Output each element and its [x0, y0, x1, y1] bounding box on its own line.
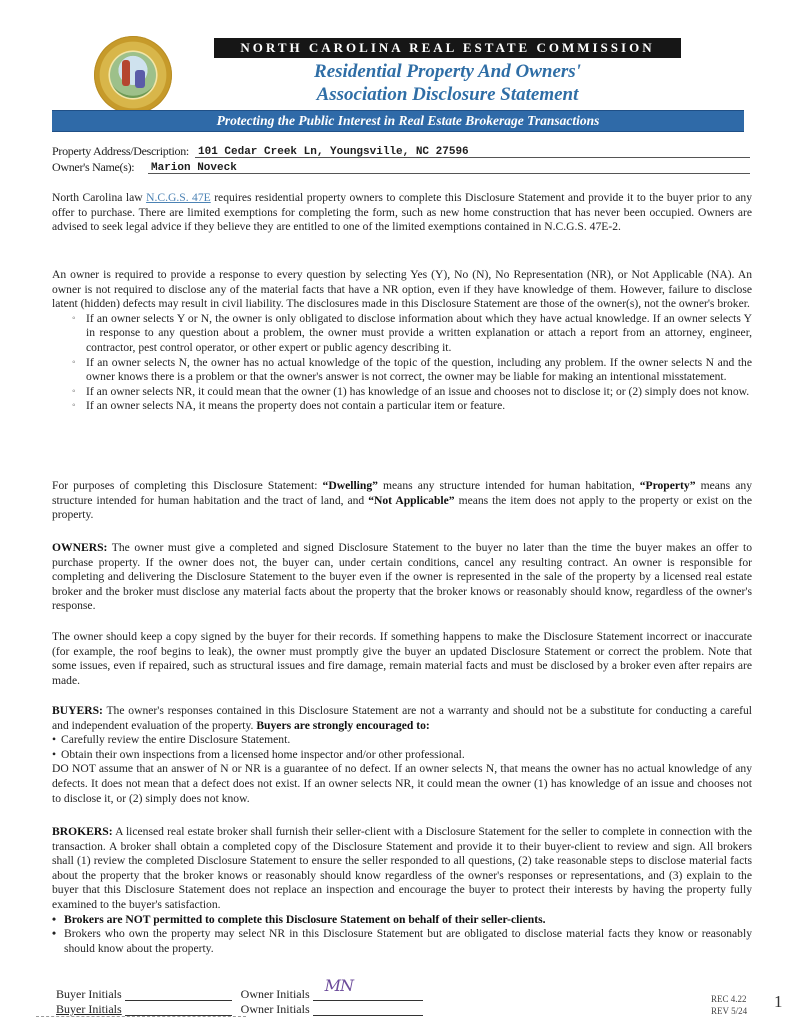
owner-name-field[interactable]: [148, 158, 750, 174]
owner-name-value: Marion Noveck: [151, 162, 237, 174]
property-address-value: 101 Cedar Creek Ln, Youngsville, NC 27596: [198, 146, 469, 158]
list-item: • Carefully review the entire Disclosure Statement.: [52, 733, 752, 748]
list-item: • Obtain their own inspections from a licensed home inspector and/or other professional.: [52, 748, 752, 763]
owners-paragraph: [52, 541, 752, 614]
page-number: 1: [774, 992, 783, 1011]
buyers-paragraph: [52, 704, 752, 806]
buyers-emphasis: Buyers are strongly encouraged to:: [256, 718, 430, 732]
definitions-text: means any structure intended for human habitation,: [377, 479, 640, 492]
brokers-not-permitted: Brokers are NOT permitted to complete this Disclosure Statement on behalf of their seller-clients.: [64, 912, 546, 926]
definitions-paragraph: [52, 479, 752, 523]
nc-state-seal-icon: [94, 36, 172, 114]
list-item: • Brokers who own the property may select NR in this Disclosure Statement but are obligated to disclose material facts they know or reasonably should know about the property.: [52, 927, 752, 956]
response-paragraph: [52, 268, 752, 414]
brokers-intro: [52, 825, 752, 913]
owner-name-label: Owner's Name(s):: [52, 160, 135, 174]
form-title-line1: Residential Property And Owners': [314, 61, 581, 82]
footer-divider: [36, 1016, 246, 1017]
response-options-list: [52, 312, 752, 414]
owners-text: The owner must give a completed and signed Disclosure Statement to the buyer no later than the time the buyer makes an offer to purchase property. If the owner does not, the buyer can, under certain conditions, cancel any resulting contract. An owner is responsible for completing and delivering the Disclosure Statement to the buyer even if the owner is represented in the sale of the property by a licensed real estate broker and the broker must disclose any material facts about the property that the broker knows or reasonably should know, regardless of the owner's response.: [52, 541, 752, 613]
law-text: requires residential property owners to complete this Disclosure Statement and provide it to the buyer prior to any offer to purchase. There are limited exemptions for completing the form, such as new home construction that has never been occupied. Owners are advised to seek legal advice if they believe they are entitled to one of the limited exemptions contained in N.C.G.S. 47E-2.: [52, 191, 752, 234]
law-prefix: North Carolina law: [52, 191, 147, 204]
buyer-initials-label: Buyer Initials: [56, 987, 122, 1001]
owner-initials-label: Owner Initials: [240, 1002, 310, 1016]
buyer-initials-label: Buyer Initials: [56, 1002, 122, 1016]
list-item: ◦ If an owner selects N, the owner has no actual knowledge of the topic of the question, including any problem. If the owner selects N and the owner knows there is a problem or that the owner's answer is not correct, the owner may be liable for making an intentional misstatement.: [72, 356, 752, 385]
brokers-text: A licensed real estate broker shall furnish their seller-client with a Disclosure Statement for the seller to complete in connection with the transaction. A broker shall obtain a completed copy of the Disclosure Statement and provide it to their buyer-client to review and sign. All brokers shall (1) review the completed Disclosure Statement to ensure the seller responded to all questions, (2) take reasonable steps to disclose material facts about the property that the broker knows or reasonably should know regardless of the owner's responses or representations, and (3) explain to the buyer that this Disclosure Statement does not replace an inspection and encourage the buyer to protect their interests by having the property fully examined to the buyer's satisfaction.: [52, 825, 752, 911]
list-item: ◦ If an owner selects NA, it means the property does not contain a particular item or feature.: [72, 399, 752, 414]
buyers-closing: DO NOT assume that an answer of N or NR is a guarantee of no defect. If an owner selects N, that means the owner has no actual knowledge of any defects. It does not mean that a defect does not exist. If an owner selects NR, it could mean the owner (1) has knowledge of an issue and chooses not to disclose it, or (2) simply does not know.: [52, 762, 752, 805]
owner-initials-field-1[interactable]: [313, 976, 423, 1001]
ncgs-47e-link[interactable]: N.C.G.S. 47E: [146, 191, 211, 204]
seal-center: [110, 52, 156, 98]
buyers-intro: [52, 704, 752, 733]
rev-line-1: REC 4.22: [711, 994, 747, 1004]
definitions-text: For purposes of completing this Disclosure Statement:: [52, 479, 323, 492]
seal-figure-right: [135, 70, 145, 88]
term-property: “Property”: [639, 479, 696, 492]
term-dwelling: “Dwelling”: [322, 479, 378, 492]
brokers-list: [52, 913, 752, 957]
law-paragraph: [52, 191, 752, 235]
property-address-row: [52, 143, 750, 159]
list-item: ◦ If an owner selects Y or N, the owner is only obligated to disclose information about which they have actual knowledge. If an owner selects Y in response to any question about a problem, the owner must provide a written explanation or attach a report from an attorney, engineer, contractor, pest control operator, or other expert or public agency describing it.: [72, 312, 752, 356]
tagline-banner: [52, 110, 744, 132]
form-title: [214, 60, 681, 106]
tagline-text: Protecting the Public Interest in Real Estate Brokerage Transactions: [216, 113, 600, 128]
owner-initials-label: Owner Initials: [240, 987, 310, 1001]
owner-initials-signature: MN: [324, 976, 354, 995]
rev-line-2: REV 5/24: [711, 1006, 748, 1016]
brokers-heading: BROKERS:: [52, 825, 113, 838]
buyers-text: The owner's responses contained in this Disclosure Statement are not a warranty and should not be a substitute for conducting a careful and independent evaluation of the property.: [52, 704, 752, 732]
brokers-paragraph: [52, 825, 752, 956]
response-text: An owner is required to provide a response to every question by selecting Yes (Y), No (N), No Representation (NR), or Not Applicable (NA). An owner is not required to disclose any of the material facts that have a NR option, even if they have knowledge of them. However, failure to disclose latent (hidden) defects may result in civil liability. The disclosures made in this Disclosure Statement are those of the owner(s), not the owner's broker.: [52, 268, 752, 311]
owners-heading: OWNERS:: [52, 541, 108, 554]
property-address-field[interactable]: [195, 142, 750, 158]
buyers-heading: BUYERS:: [52, 704, 103, 717]
keep-copy-paragraph: The owner should keep a copy signed by the buyer for their records. If something happens to make the Disclosure Statement incorrect or inaccurate (for example, the roof begins to leak), the owner must promptly give the buyer an updated Disclosure Statement or correct the problem. Note that some issues, even if repaired, such as structural issues and fire damage, remain material facts and must be disclosed by a broker even after repairs are made.: [52, 630, 752, 687]
commission-banner: NORTH CAROLINA REAL ESTATE COMMISSION: [214, 38, 681, 58]
buyer-initials-field-1[interactable]: [125, 988, 232, 1001]
seal-figure-left: [122, 60, 130, 86]
buyer-initials-field-2[interactable]: [125, 1003, 232, 1016]
property-address-label: Property Address/Description:: [52, 144, 189, 158]
list-item: [52, 913, 752, 928]
buyers-list: [52, 733, 752, 762]
list-item: ◦ If an owner selects NR, it could mean that the owner (1) has knowledge of an issue and chooses not to disclose it; or (2) simply does not know.: [72, 385, 752, 400]
initials-row-1: [56, 976, 423, 1001]
form-title-line2: Association Disclosure Statement: [316, 84, 579, 105]
initials-row-2: [56, 1002, 423, 1016]
revision-info: [711, 993, 747, 1017]
term-not-applicable: “Not Applicable”: [368, 493, 455, 507]
definitions-text: means any structure intended for human habitation and the tract of land, and: [52, 479, 752, 507]
definitions-text: means the item does not apply to the property or exist on the property.: [52, 493, 753, 522]
owner-name-row: [52, 159, 750, 175]
owner-initials-field-2[interactable]: [313, 1003, 423, 1016]
